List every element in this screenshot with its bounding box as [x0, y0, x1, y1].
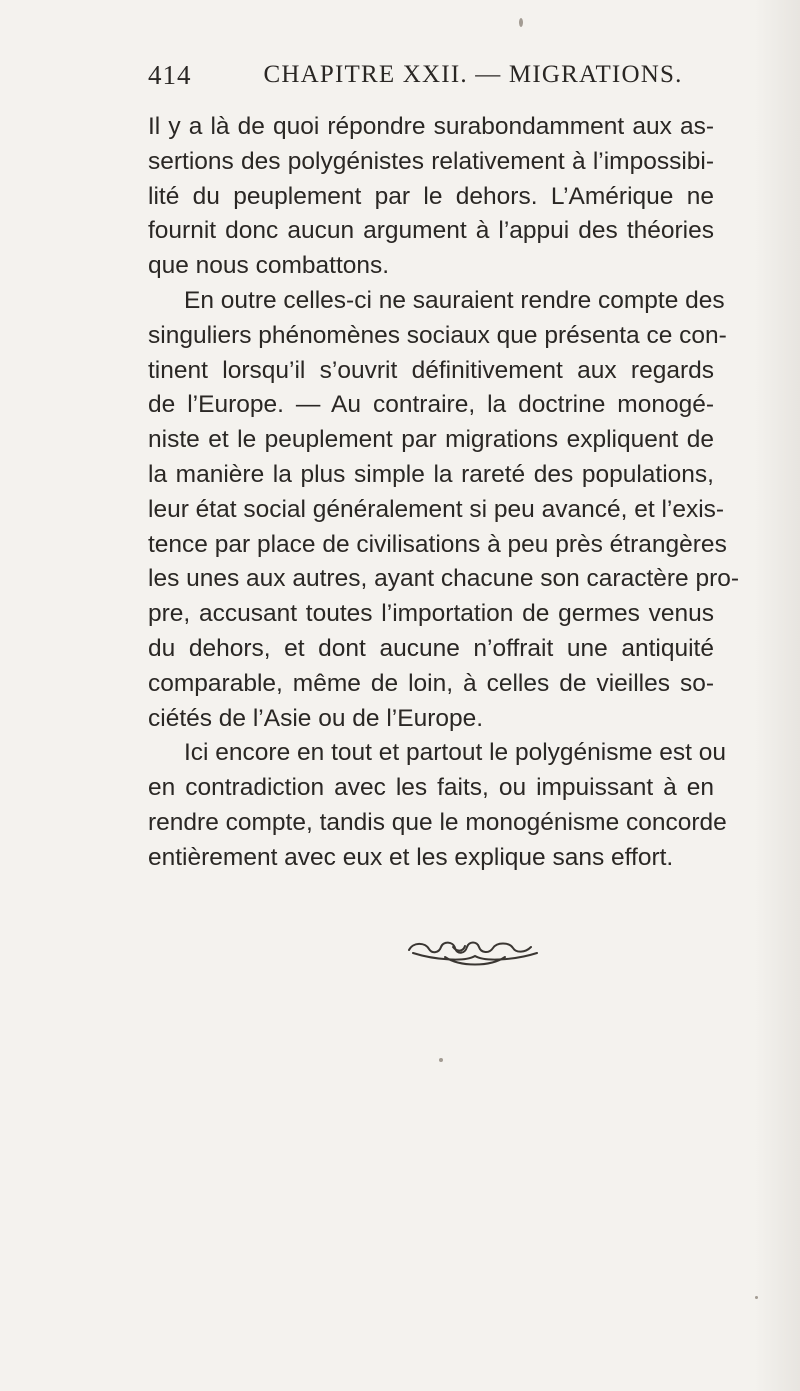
- text-line: comparable, même de loin, à celles de vieilles so-: [148, 669, 714, 697]
- text-line: la manière la plus simple la rareté des populations,: [148, 460, 714, 488]
- print-speck: [439, 1058, 443, 1062]
- text-line: singuliers phénomènes sociaux que présenta ce con-: [148, 321, 727, 349]
- tailpiece-flourish-icon: [405, 938, 545, 972]
- text-line: du dehors, et dont aucune n’offrait une antiquité: [148, 634, 714, 662]
- text-line: lité du peuplement par le dehors. L’Amérique ne: [148, 182, 714, 210]
- text-line: En outre celles-ci ne sauraient rendre compte des: [184, 286, 725, 314]
- text-line: les unes aux autres, ayant chacune son caractère pro-: [148, 565, 740, 593]
- page-header: [148, 58, 714, 92]
- text-line: pre, accusant toutes l’importation de germes venus: [148, 600, 714, 628]
- text-line: en contradiction avec les faits, ou impuissant à en: [148, 774, 714, 802]
- text-line: Ici encore en tout et partout le polygénisme est ou: [184, 739, 727, 767]
- text-line: sertions des polygénistes relativement à l’impossibi-: [148, 147, 714, 175]
- running-head: CHAPITRE XXII. — MIGRATIONS.: [263, 61, 683, 88]
- page-number: 414: [148, 59, 192, 90]
- text-line: que nous combattons.: [148, 252, 390, 280]
- text-line: tence par place de civilisations à peu près étrangères: [148, 530, 727, 558]
- text-line: Il y a là de quoi répondre surabondamment aux as-: [148, 113, 714, 140]
- page-edge-shadow: [754, 0, 800, 1391]
- text-line: rendre compte, tandis que le monogénisme concorde: [148, 808, 727, 836]
- text-line: tinent lorsqu’il s’ouvrit définitivement aux regards: [148, 356, 714, 384]
- text-line: leur état social généralement si peu avancé, et l’exis-: [148, 495, 725, 523]
- text-line: entièrement avec eux et les explique sans effort.: [148, 843, 674, 871]
- text-line: ciétés de l’Asie ou de l’Europe.: [148, 704, 484, 732]
- text-line: fournit donc aucun argument à l’appui des théories: [148, 217, 714, 245]
- body-text: [148, 110, 740, 876]
- text-line: de l’Europe. — Au contraire, la doctrine monogé-: [148, 391, 714, 419]
- text-line: niste et le peuplement par migrations expliquent de: [148, 426, 714, 454]
- print-speck: [519, 18, 523, 27]
